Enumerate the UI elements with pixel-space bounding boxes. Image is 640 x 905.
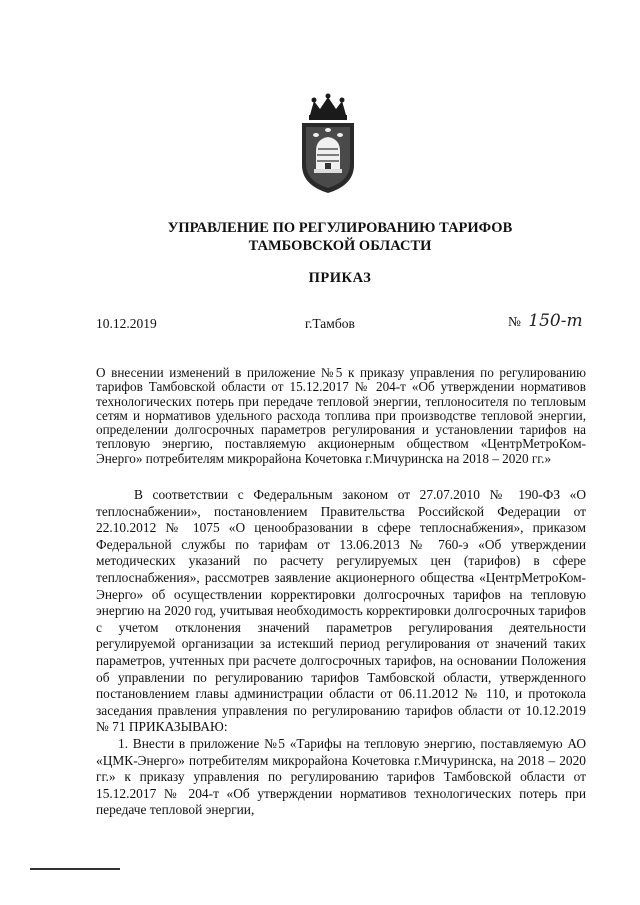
- organization-title-line1: УПРАВЛЕНИЕ ПО РЕГУЛИРОВАНИЮ ТАРИФОВ: [167, 220, 513, 236]
- tambov-coat-of-arms-icon: [296, 93, 360, 197]
- order-number-handwritten: 150-т: [528, 311, 583, 331]
- order-city: г.Тамбов: [305, 316, 355, 331]
- order-item-1: 1. Внести в приложение №5 «Тарифы на тепловую энергию, поставляемую АО «ЦМК-Энерго» потребителям микрорайона Кочетовка г.Мичуринска, на 2018 – 2020 гг.» к приказу управления по регулированию тарифов Тамбовской области от 15.12.2017 № 204-т «Об утверждении нормативов технологических потерь при передаче тепловой энергии,: [96, 735, 586, 818]
- document-type: ПРИКАЗ: [308, 270, 372, 286]
- footer-divider: [30, 868, 120, 870]
- order-date: 10.12.2019: [96, 316, 157, 331]
- order-subject: О внесении изменений в приложение №5 к приказу управления по регулированию тарифов Тамбовской области от 15.12.2017 № 204-т «Об утверждении нормативов технологических потерь при передаче тепловой энергии, теплоносителя по тепловым сетям и нормативов удельного расхода топлива при производстве тепловой энергии, определении долгосрочных параметров регулирования и установлении тарифов на тепловую энергию, поставляемую акционерным обществом «ЦентрМетроКом-Энерго» потребителям микрорайона Кочетовка г.Мичуринска на 2018 – 2020 гг.»: [96, 365, 586, 466]
- organization-title-line2: ТАМБОВСКОЙ ОБЛАСТИ: [248, 238, 432, 254]
- organization-title: [100, 219, 580, 255]
- order-body: [96, 487, 586, 819]
- order-number-prefix: №: [508, 314, 521, 329]
- order-number: [508, 311, 583, 331]
- preamble-paragraph: В соответствии с Федеральным законом от 27.07.2010 № 190-ФЗ «О теплоснабжении», постановлением Правительства Российской Федерации от 22.10.2012 № 1075 «О ценообразовании в сфере теплоснабжения», приказом Федеральной службы по тарифам от 13.06.2013 № 760-э «Об утверждении методических указаний по расчету регулируемых цен (тарифов) в сфере теплоснабжения», рассмотрев заявление акционерного общества «ЦентрМетроКом-Энерго» об осуществлении корректировки долгосрочных тарифов на тепловую энергию на 2020 год, учитывая необходимость корректировки долгосрочных тарифов с учетом отклонения значений параметров регулирования деятельности регулируемой организации за истекший период регулирования от значений таких параметров, учтенных при расчете долгосрочных тарифов, на основании Положения об управлении по регулированию тарифов Тамбовской области, утвержденного постановлением главы администрации области от 06.11.2012 № 110, и протокола заседания правления управления по регулированию тарифов области от 10.12.2019 № 71 ПРИКАЗЫВАЮ:: [96, 487, 586, 735]
